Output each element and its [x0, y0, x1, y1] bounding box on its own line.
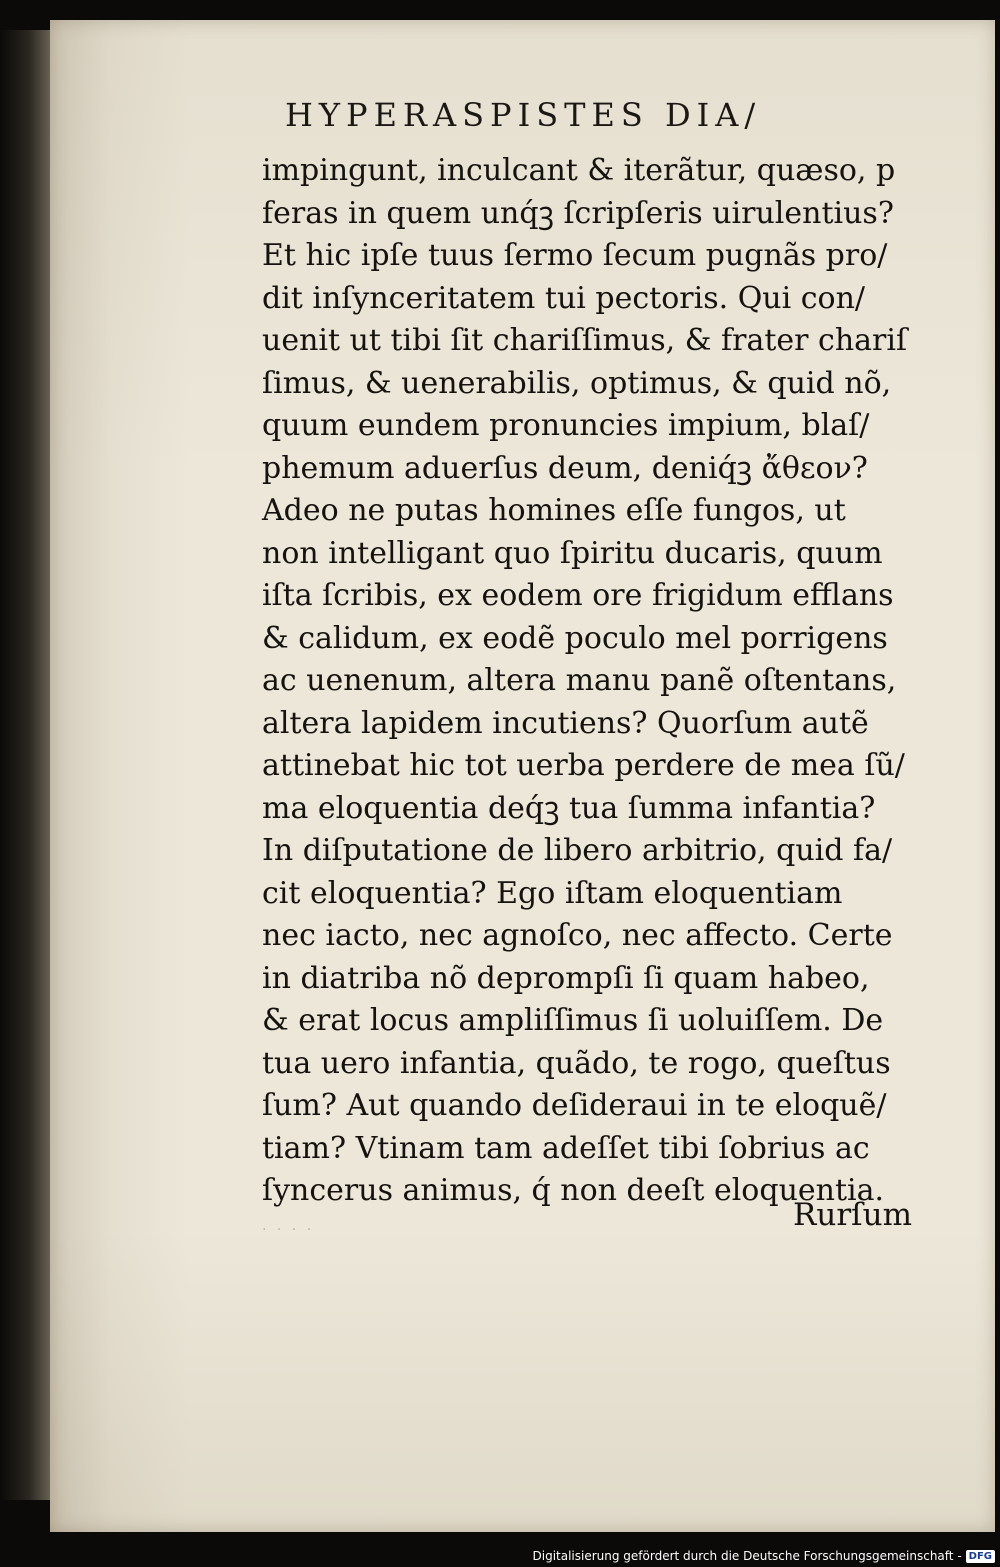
text-line: uenit ut tibi ſit chariſſimus, & frater chariſ: [262, 323, 908, 358]
text-line: tiam? Vtinam tam adeſſet tibi ſobrius ac: [262, 1130, 870, 1166]
text-line: phemum aduerſus deum, deniq́ꝫ ἄθεον?: [262, 450, 868, 486]
text-line: feras in quem unq́ꝫ ſcripſeris uirulentius?: [262, 195, 894, 231]
text-line: & calidum, ex eodẽ poculo mel porrigens: [262, 620, 888, 656]
text-line: ma eloquentia deq́ꝫ tua ſumma infantia?: [262, 790, 876, 826]
text-line: Et hic ipſe tuus ſermo ſecum pugnãs pro/: [262, 238, 888, 273]
text-line: ſum? Aut quando deſideraui in te eloquẽ/: [262, 1088, 887, 1123]
text-line: dit inſynceritatem tui pectoris. Qui con/: [262, 280, 866, 316]
text-line: In diſputatione de libero arbitrio, quid fa/: [262, 833, 893, 868]
running-head: HYPERASPISTES DIA/: [285, 96, 762, 134]
catchword: Rurſum: [793, 1197, 912, 1233]
text-line: quum eundem pronuncies impium, blaſ/: [262, 408, 870, 443]
text-line: ac uenenum, altera manu panẽ oſtentans,: [262, 663, 897, 698]
text-line: attinebat hic tot uerba perdere de mea ſũ/: [262, 748, 905, 783]
text-line: tua uero infantia, quãdo, te rogo, queſtus: [262, 1045, 891, 1081]
text-line: ſimus, & uenerabilis, optimus, & quid nõ,: [262, 365, 892, 401]
dfg-logo-icon: DFG: [966, 1550, 995, 1563]
book-gutter: [0, 30, 52, 1500]
text-line: altera lapidem incutiens? Quorſum autẽ: [262, 705, 869, 741]
text-line: nec iacto, nec agnoſco, nec affecto. Certe: [262, 918, 893, 953]
text-line: iſta ſcribis, ex eodem ore frigidum efflans: [262, 578, 894, 613]
faint-show-through: · · · ·: [262, 1222, 315, 1238]
text-line: Adeo ne putas homines eſſe fungos, ut: [262, 493, 846, 528]
text-line: ſyncerus animus, q́ non deeſt eloquentia.: [262, 1173, 885, 1208]
text-line: impingunt, inculcant & iterãtur, quæso, p: [262, 153, 896, 188]
text-line: & erat locus ampliſſimus ſi uoluiſſem. De: [262, 1003, 884, 1038]
body-text: [262, 150, 922, 1213]
footer-text: Digitalisierung gefördert durch die Deutsche Forschungsgemeinschaft -: [532, 1549, 962, 1563]
text-line: in diatriba nõ deprompſi ſi quam habeo,: [262, 960, 870, 996]
text-line: non intelligant quo ſpiritu ducaris, quum: [262, 535, 883, 571]
digitization-footer: [532, 1548, 995, 1564]
text-line: cit eloquentia? Ego iſtam eloquentiam: [262, 875, 843, 911]
